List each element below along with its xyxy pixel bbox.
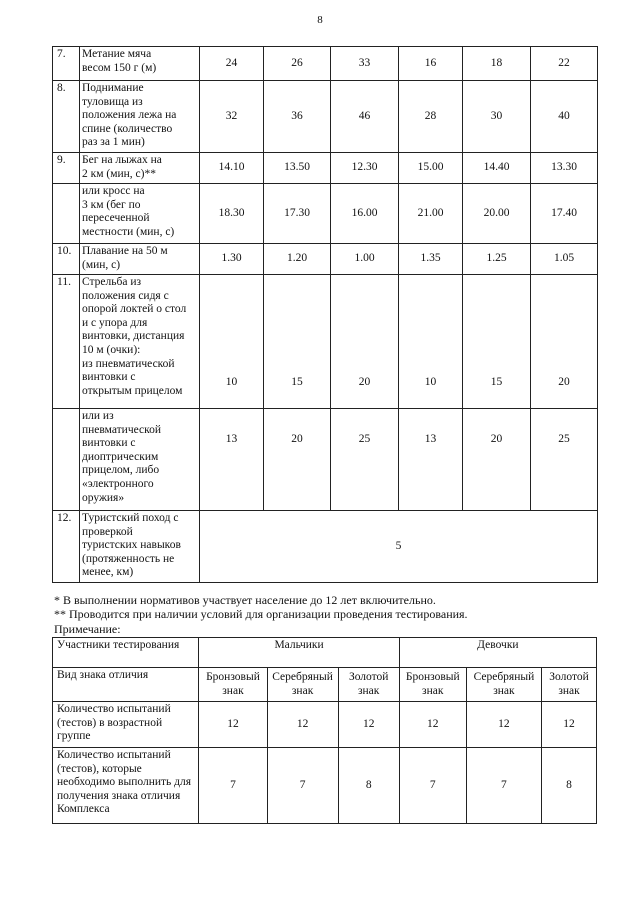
test-name (80, 184, 200, 244)
test-name (80, 153, 200, 184)
test-name (80, 511, 200, 583)
value-cell: 10 (200, 275, 264, 409)
value-cell: 24 (200, 47, 264, 81)
test-name-line: туристских навыков (82, 539, 181, 552)
row1-value: 12 (338, 702, 399, 748)
test-name-line: Бег на лыжах на (82, 154, 162, 166)
test-name-line: диоптрическим (82, 450, 159, 463)
row-number: 10. (53, 244, 80, 275)
value-cell: 20 (331, 275, 399, 409)
row-number: 9. (53, 153, 80, 184)
table-row (53, 81, 598, 153)
remark-label: Примечание: (54, 621, 121, 636)
test-name-line: Метание мяча (82, 48, 152, 60)
table-row (53, 184, 598, 244)
badge-summary-table (52, 637, 597, 824)
test-name-line: положения сидя с (82, 289, 169, 302)
value-cell: 25 (531, 409, 598, 511)
table-row (53, 409, 598, 511)
value-cell: 36 (264, 81, 331, 153)
row2-value: 7 (399, 748, 466, 824)
table-row (53, 47, 598, 81)
value-cell: 17.30 (264, 184, 331, 244)
test-name-line: положения лежа на (82, 109, 177, 122)
test-name (80, 81, 200, 153)
value-cell: 17.40 (531, 184, 598, 244)
test-name (80, 244, 200, 275)
value-cell: 20.00 (463, 184, 531, 244)
test-name-line: винтовки с (82, 371, 136, 384)
test-name-line: пересеченной (82, 212, 150, 225)
test-name-line: прицелом, либо (82, 464, 160, 477)
test-name-line: местности (мин, с) (82, 225, 175, 238)
merged-value-cell: 5 (200, 511, 598, 583)
value-cell: 30 (463, 81, 531, 153)
test-name-line: оружия» (82, 491, 125, 504)
row2-value: 8 (542, 748, 597, 824)
value-cell: 15 (264, 275, 331, 409)
test-name-line: или из (82, 410, 114, 422)
test-name-line: (мин, с) (82, 258, 121, 271)
row-number: 12. (53, 511, 80, 583)
value-cell: 18 (463, 47, 531, 81)
row1-value: 12 (466, 702, 541, 748)
value-cell: 15.00 (399, 153, 463, 184)
value-cell: 25 (331, 409, 399, 511)
value-cell: 21.00 (399, 184, 463, 244)
badge-type-cell: Золотой знак (338, 668, 399, 702)
test-name-line: 10 м (очки): (82, 343, 141, 356)
value-cell: 1.05 (531, 244, 598, 275)
value-cell: 32 (200, 81, 264, 153)
test-name (80, 275, 200, 409)
value-cell: 20 (264, 409, 331, 511)
test-name-line: проверкой (82, 525, 133, 538)
row-number (53, 409, 80, 511)
row-number: 8. (53, 81, 80, 153)
row-number: 7. (53, 47, 80, 81)
test-name-line: или кросс на (82, 185, 145, 197)
test-name-line: из пневматической (82, 357, 175, 370)
test-name-line: винтовки с (82, 437, 136, 450)
standards-table (52, 46, 598, 583)
row2-value: 7 (267, 748, 338, 824)
badge-type-cell: Золотой знак (542, 668, 597, 702)
badge-type-cell: Серебряный знак (466, 668, 541, 702)
value-cell: 13 (200, 409, 264, 511)
footnote-1: * В выполнении нормативов участвует население до 12 лет включительно. (54, 593, 436, 607)
row-number: 11. (53, 275, 80, 409)
value-cell: 28 (399, 81, 463, 153)
test-name-line: 3 км (бег по (82, 198, 141, 211)
row1-value: 12 (267, 702, 338, 748)
value-cell: 14.40 (463, 153, 531, 184)
value-cell: 33 (331, 47, 399, 81)
table-row (53, 275, 598, 409)
table-row (53, 244, 598, 275)
badge-type-cell: Бронзовый знак (199, 668, 267, 702)
test-name-line: опорой локтей о стол (82, 303, 187, 316)
badge-type-cell: Бронзовый знак (399, 668, 466, 702)
value-cell: 20 (531, 275, 598, 409)
value-cell: 12.30 (331, 153, 399, 184)
value-cell: 10 (399, 275, 463, 409)
value-cell: 13.50 (264, 153, 331, 184)
test-name-line: раз за 1 мин) (82, 136, 145, 149)
test-name-line: 2 км (мин, с)** (82, 167, 156, 180)
test-name (80, 409, 200, 511)
value-cell: 1.25 (463, 244, 531, 275)
test-name-line: Поднимание (82, 82, 144, 94)
test-name (80, 47, 200, 81)
table-row (53, 153, 598, 184)
test-name-line: (протяженность не (82, 552, 175, 565)
value-cell: 46 (331, 81, 399, 153)
value-cell: 15 (463, 275, 531, 409)
value-cell: 14.10 (200, 153, 264, 184)
test-name-line: и с упора для (82, 316, 148, 329)
row2-value: 7 (466, 748, 541, 824)
value-cell: 16 (399, 47, 463, 81)
test-name-line: «электронного (82, 477, 154, 490)
row1-value: 12 (199, 702, 267, 748)
row1-value: 12 (399, 702, 466, 748)
row-number (53, 184, 80, 244)
test-name-line: винтовки, дистанция (82, 330, 185, 343)
value-cell: 13.30 (531, 153, 598, 184)
girls-header: Девочки (399, 638, 596, 668)
value-cell: 13 (399, 409, 463, 511)
test-name-line: менее, км) (82, 566, 134, 579)
value-cell: 22 (531, 47, 598, 81)
footnote-2: ** Проводится при наличии условий для организации проведения тестирования. (54, 607, 468, 622)
page-number: 8 (317, 14, 323, 26)
value-cell: 1.20 (264, 244, 331, 275)
value-cell: 18.30 (200, 184, 264, 244)
test-name-line: спине (количество (82, 122, 173, 135)
value-cell: 1.00 (331, 244, 399, 275)
row1-value: 12 (542, 702, 597, 748)
row2-value: 7 (199, 748, 267, 824)
value-cell: 1.35 (399, 244, 463, 275)
value-cell: 26 (264, 47, 331, 81)
boys-header: Мальчики (199, 638, 399, 668)
test-name-line: открытым прицелом (82, 384, 183, 397)
test-name-line: Плавание на 50 м (82, 245, 168, 257)
value-cell: 1.30 (200, 244, 264, 275)
value-cell: 40 (531, 81, 598, 153)
test-name-line: туловища из (82, 95, 143, 108)
badge-type-label: Вид знака отличия (53, 668, 199, 702)
test-name-line: Стрельба из (82, 276, 142, 288)
badge-type-cell: Серебряный знак (267, 668, 338, 702)
test-name-line: пневматической (82, 423, 162, 436)
test-name-line: весом 150 г (м) (82, 61, 157, 74)
participants-label: Участники тестирования (53, 638, 199, 668)
notes (54, 593, 614, 636)
row1-label: Количество испытаний (тестов) в возрастной группе (53, 702, 199, 748)
value-cell: 20 (463, 409, 531, 511)
value-cell: 16.00 (331, 184, 399, 244)
row2-label: Количество испытаний (тестов), которые необходимо выполнить для получения знака отличия Комплекса (53, 748, 199, 824)
table-row (53, 511, 598, 583)
test-name-line: Туристский поход с (82, 512, 179, 524)
row2-value: 8 (338, 748, 399, 824)
